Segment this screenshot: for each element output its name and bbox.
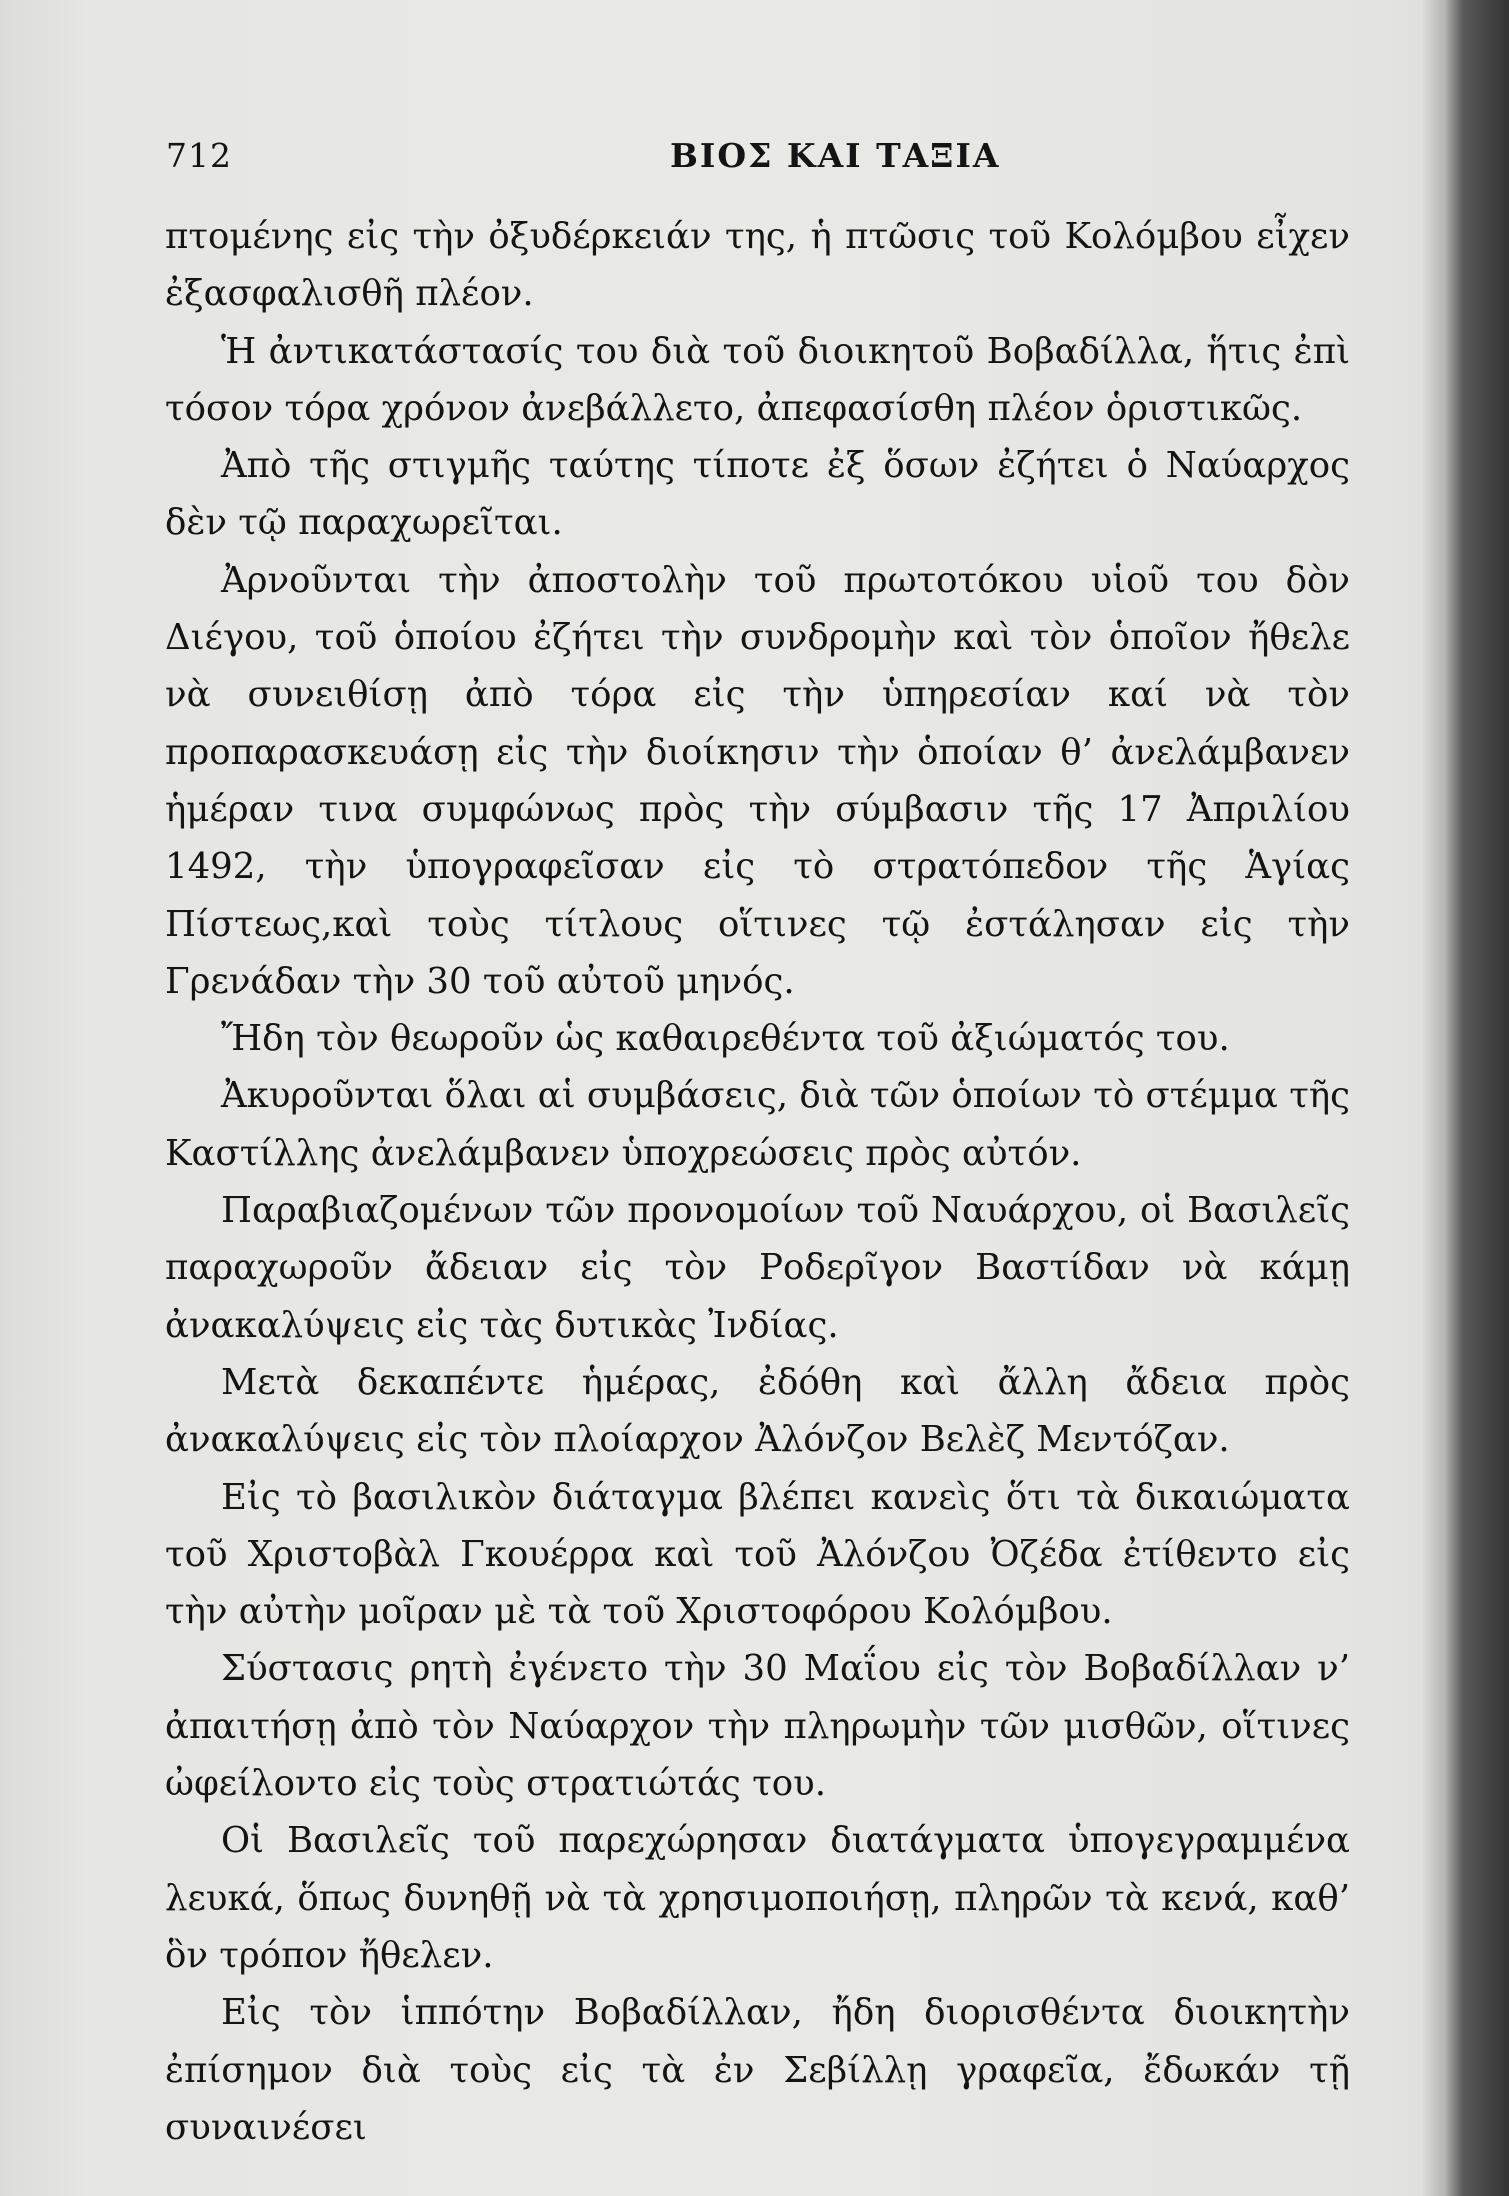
body-text (165, 208, 1350, 2156)
book-spine (1443, 0, 1509, 2196)
paragraph: Ἀρνοῦνται τὴν ἀποστολὴν τοῦ πρωτοτόκου υἱοῦ του δὸν Διέγου, τοῦ ὁποίου ἐζήτει τὴν συνδρομὴν καὶ τὸν ὁποῖον ἤθελε νὰ συνειθίσῃ ἀπὸ τόρα εἰς τὴν ὑπηρεσίαν καί νὰ τὸν προπαρασκευάσῃ εἰς τὴν διοίκησιν τὴν ὁποίαν θ’ ἀνελάμβανεν ἡμέραν τινα συμφώνως πρὸς τὴν σύμβασιν τῆς 17 Ἀπριλίου 1492, τὴν ὑπογραφεῖσαν εἰς τὸ στρατόπεδον τῆς Ἁγίας Πίστεως,καὶ τοὺς τίτλους οἵτινες τῷ ἐστάλησαν εἰς τὴν Γρενάδαν τὴν 30 τοῦ αὐτοῦ μηνός. (165, 559, 1350, 1002)
paragraph: Ἀπὸ τῆς στιγμῆς ταύτης τίποτε ἐξ ὅσων ἐζήτει ὁ Ναύαρχος δὲν τῷ παραχωρεῖται. (165, 445, 1350, 544)
paragraph: Ἡ ἀντικατάστασίς του διὰ τοῦ διοικητοῦ Βοβαδίλλα, ἥτις ἐπὶ τόσον τόρα χρόνον ἀνεβάλλετο, ἀπεφασίσθη πλέον ὁριστικῶς. (165, 330, 1350, 429)
paragraph: Σύστασις ρητὴ ἐγένετο τὴν 30 Μαΐου εἰς τὸν Βοβαδίλλαν ν’ ἀπαιτήσῃ ἀπὸ τὸν Ναύαρχον τὴν πληρωμὴν τῶν μισθῶν, οἵτινες ὠφείλοντο εἰς τοὺς στρατιώτάς του. (165, 1648, 1350, 1805)
page-header (160, 128, 1360, 188)
paragraph: Εἰς τὸ βασιλικὸν διάταγμα βλέπει κανεὶς ὅτι τὰ δικαιώματα τοῦ Χριστοβὰλ Γκουέρρα καὶ τοῦ Ἀλόνζου Ὀζέδα ἐτίθεντο εἰς τὴν αὐτὴν μοῖραν μὲ τὰ τοῦ Χριστοφόρου Κολόμβου. (165, 1476, 1350, 1633)
binding-shadow (1421, 0, 1443, 2196)
running-title: ΒΙΟΣ ΚΑΙ ΤΑΞΙΑ (670, 136, 1001, 175)
page-number: 712 (166, 136, 232, 175)
paragraph: πτομένης εἰς τὴν ὀξυδέρκειάν της, ἡ πτῶσις τοῦ Κολόμβου εἶχεν ἐξασφαλισθῆ πλέον. (165, 216, 1350, 315)
paragraph: Παραβιαζομένων τῶν προνομοίων τοῦ Ναυάρχου, οἱ Βασιλεῖς παραχωροῦν ἄδειαν εἰς τὸν Ροδερῖγον Βαστίδαν νὰ κάμῃ ἀνακαλύψεις εἰς τὰς δυτικὰς Ἰνδίας. (165, 1190, 1350, 1346)
paragraph: Μετὰ δεκαπέντε ἡμέρας, ἐδόθη καὶ ἄλλη ἄδεια πρὸς ἀνακαλύψεις εἰς τὸν πλοίαρχον Ἀλόνζον Βελὲζ Μεντόζαν. (165, 1361, 1350, 1461)
paragraph: Ἀκυροῦνται ὅλαι αἱ συμβάσεις, διὰ τῶν ὁποίων τὸ στέμμα τῆς Καστίλλης ἀνελάμβανεν ὑποχρεώσεις πρὸς αὐτόν. (165, 1075, 1350, 1174)
paragraph: Εἰς τὸν ἱππότην Βοβαδίλλαν, ἤδη διορισθέντα διοικητὴν ἐπίσημον διὰ τοὺς εἰς τὰ ἐν Σεβίλλῃ γραφεῖα, ἔδωκάν τῇ συναινέσει (165, 1992, 1350, 2148)
paragraph: Ἤδη τὸν θεωροῦν ὡς καθαιρεθέντα τοῦ ἀξιώματός του. (221, 1018, 1230, 1060)
paragraph: Οἱ Βασιλεῖς τοῦ παρεχώρησαν διατάγματα ὑπογεγραμμένα λευκά, ὅπως δυνηθῇ νὰ τὰ χρησιμοποιήσῃ, πληρῶν τὰ κενά, καθ’ ὃν τρόπον ἤθελεν. (165, 1820, 1350, 1976)
